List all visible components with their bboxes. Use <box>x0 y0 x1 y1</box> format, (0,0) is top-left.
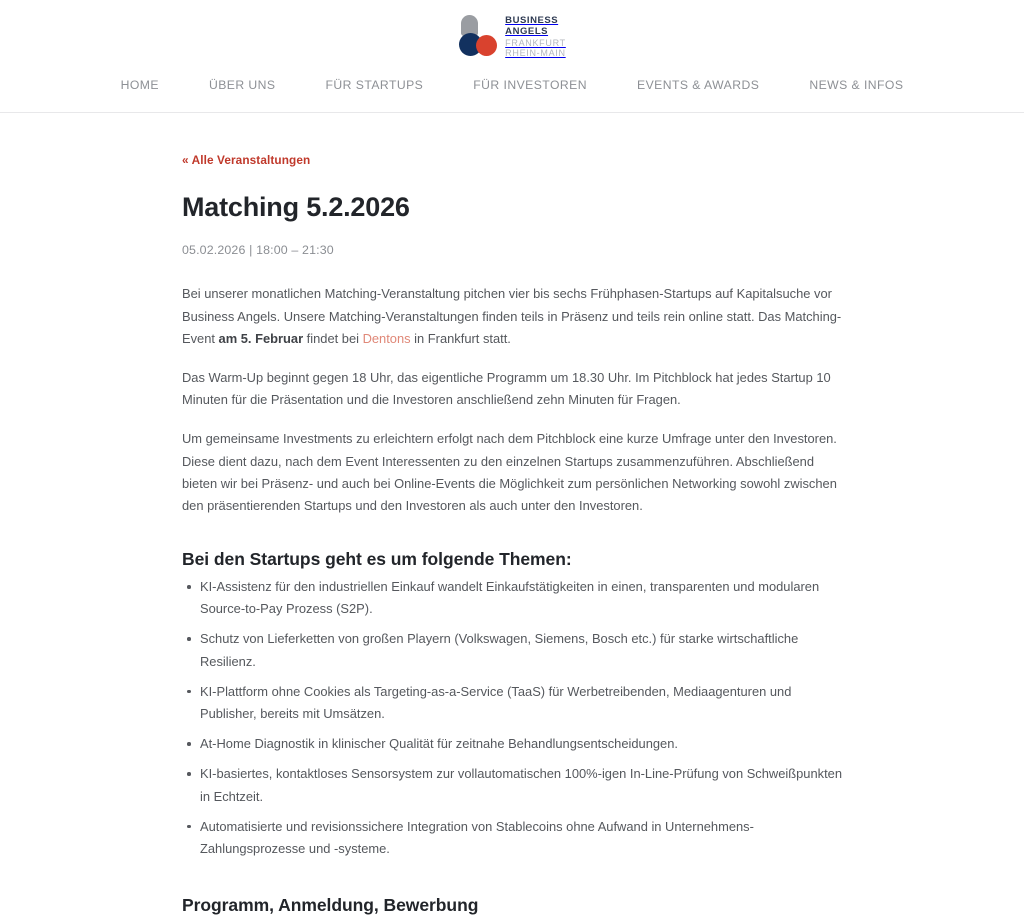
schedule-paragraph: Das Warm-Up beginnt gegen 18 Uhr, das eigentliche Programm um 18.30 Uhr. Im Pitchblock hat jedes Startup 10 Minuten für die Präsentation und die Investoren anschließend zehn Minuten für Fragen. <box>182 369 831 408</box>
logo-line-frankfurt: FRANKFURT <box>505 37 566 48</box>
program-heading: Programm, Anmeldung, Bewerbung <box>182 895 479 916</box>
intro-paragraph <box>182 283 842 350</box>
business-angels-logo-mark <box>458 14 498 60</box>
list-item: KI-Plattform ohne Cookies als Targeting-as-a-Service (TaaS) für Werbetreibenden, Mediaagenturen und Publisher, bereits mit Umsätzen. <box>200 681 842 725</box>
logo-area <box>0 0 1024 64</box>
main-content <box>182 113 842 916</box>
nav-item-home[interactable]: HOME <box>120 78 159 92</box>
networking-paragraph: Um gemeinsame Investments zu erleichtern erfolgt nach dem Pitchblock eine kurze Umfrage unter den Investoren. Diese dient dazu, nach dem Event Interessenten zu den einzelnen Startups zusammenzuführen. Abschließend bieten wir bei Präsenz- und auch bei Online-Events die Möglichkeit zum persönlichen Networking sowohl zwischen den präsentierenden Startups und den Investoren als auch unter den Investoren. <box>182 431 837 513</box>
logo-line-angels: ANGELS <box>505 25 549 37</box>
event-datetime: 05.02.2026 | 18:00 – 21:30 <box>182 243 334 258</box>
nav-item-fuer-startups[interactable]: FÜR STARTUPS <box>325 78 424 92</box>
site-header <box>0 0 1024 113</box>
list-item: KI-basiertes, kontaktloses Sensorsystem zur vollautomatischen 100%-igen In-Line-Prüfung von Schweißpunkten in Echtzeit. <box>200 763 842 807</box>
site-logo[interactable] <box>458 14 566 60</box>
dentons-link[interactable]: Dentons <box>362 330 411 346</box>
nav-item-news-infos[interactable]: NEWS & INFOS <box>809 78 904 92</box>
intro-date-bold: am 5. Februar <box>218 330 304 346</box>
topics-heading: Bei den Startups geht es um folgende Themen: <box>182 549 572 570</box>
nav-item-events-awards[interactable]: EVENTS & AWARDS <box>637 78 760 92</box>
logo-line-rhein-main: RHEIN-MAIN <box>505 47 566 58</box>
breadcrumb-all-events[interactable]: « Alle Veranstaltungen <box>182 153 311 167</box>
logo-line-business: BUSINESS <box>505 15 559 27</box>
logo-wordmark <box>505 16 566 57</box>
intro-text-part3: in Frankfurt statt. <box>410 330 511 346</box>
nav-item-ueber-uns[interactable]: ÜBER UNS <box>208 78 276 92</box>
nav-item-fuer-investoren[interactable]: FÜR INVESTOREN <box>473 78 587 92</box>
list-item: At-Home Diagnostik in klinischer Qualität für zeitnahe Behandlungsentscheidungen. <box>200 733 842 755</box>
logo-red-circle <box>476 35 497 56</box>
topics-list <box>182 576 842 860</box>
intro-text-part1: Bei unserer monatlichen Matching-Veranstaltung pitchen vier bis sechs Frühphasen-Startups auf Kapitalsuche vor Business Angels. Unsere Matching-Veranstaltungen finden teils in Präsenz und teils rein online statt. Das Matching-Event <box>182 286 842 346</box>
intro-text-part2: findet bei <box>303 330 363 346</box>
list-item: Automatisierte und revisionssichere Integration von Stablecoins ohne Aufwand in Unternehmens-Zahlungsprozesse und -systeme. <box>200 816 842 860</box>
list-item: Schutz von Lieferketten von großen Playern (Volkswagen, Siemens, Bosch etc.) für starke wirtschaftliche Resilienz. <box>200 628 842 672</box>
page-title: Matching 5.2.2026 <box>182 192 410 222</box>
main-navigation <box>0 64 1024 112</box>
list-item: KI-Assistenz für den industriellen Einkauf wandelt Einkaufstätigkeiten in einen, transparenten und modularen Source-to-Pay Prozess (S2P). <box>200 576 842 620</box>
